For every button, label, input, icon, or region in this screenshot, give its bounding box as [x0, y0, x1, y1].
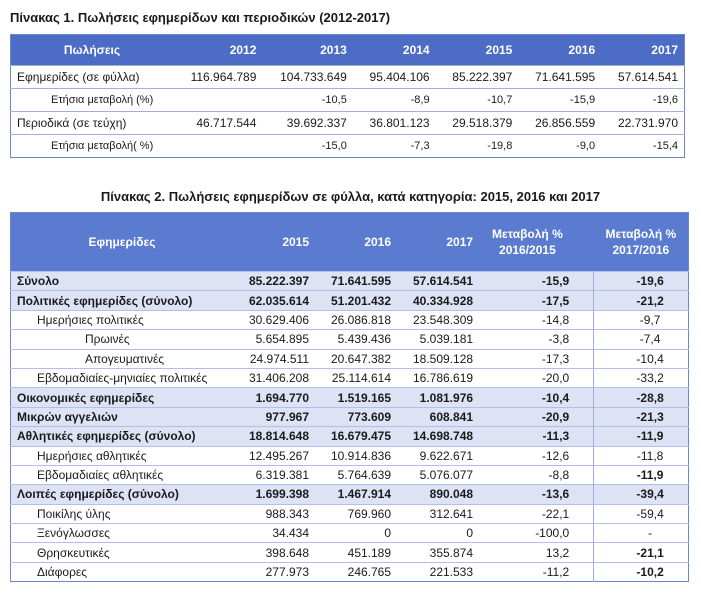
table-cell: 39.692.337	[262, 112, 352, 135]
table-cell: 16.679.475	[315, 427, 397, 446]
header-line: Μεταβολή %	[605, 227, 677, 241]
table-cell: -17,5	[479, 291, 594, 310]
row-label: Λοιπές εφημερίδες (σύνολο)	[11, 485, 234, 504]
column-header: 2014	[353, 35, 436, 66]
table-cell: -14,8	[479, 310, 594, 329]
table-cell: -10,2	[594, 562, 689, 581]
table-cell: -3,8	[479, 330, 594, 349]
table-cell: 13,2	[479, 543, 594, 562]
table-cell: 1.694.770	[233, 388, 315, 407]
table-cell: 9.622.671	[397, 446, 479, 465]
newspaper-sales-by-category-table	[10, 212, 689, 582]
table-cell: 5.654.895	[233, 330, 315, 349]
table-body	[11, 272, 689, 582]
table-cell: 773.609	[315, 407, 397, 426]
table-cell: 71.641.595	[518, 66, 601, 89]
table-cell: -19,8	[436, 135, 519, 158]
column-header	[479, 213, 594, 272]
table-cell: 6.319.381	[233, 465, 315, 484]
table-cell: 22.731.970	[601, 112, 684, 135]
table-cell: 1.699.398	[233, 485, 315, 504]
table-cell: -100,0	[479, 524, 594, 543]
table-cell: 18.814.648	[233, 427, 315, 446]
table-cell: 769.960	[315, 504, 397, 523]
table-row	[11, 330, 689, 349]
table-cell: -7,3	[353, 135, 436, 158]
table-cell: 312.641	[397, 504, 479, 523]
table-cell: -19,6	[601, 89, 684, 112]
row-label: Εφημερίδες (σε φύλλα)	[11, 66, 174, 89]
table-cell: 18.509.128	[397, 349, 479, 368]
column-header: 2016	[518, 35, 601, 66]
table-cell: -10,7	[436, 89, 519, 112]
column-header: 2017	[601, 35, 684, 66]
table-row	[11, 66, 685, 89]
row-label: Πρωινές	[11, 330, 234, 349]
table-row	[11, 446, 689, 465]
row-label: Ημερήσιες αθλητικές	[11, 446, 234, 465]
table-cell: 30.629.406	[233, 310, 315, 329]
table-row	[11, 368, 689, 387]
table-cell: 977.967	[233, 407, 315, 426]
table-cell: -9,0	[518, 135, 601, 158]
table-cell: 71.641.595	[315, 272, 397, 291]
table-cell: -20,0	[479, 368, 594, 387]
table-cell: 40.334.928	[397, 291, 479, 310]
table-row	[11, 485, 689, 504]
table-cell	[173, 135, 262, 158]
table-cell	[173, 89, 262, 112]
header-line: 2016/2015	[499, 243, 556, 257]
table-cell: 46.717.544	[173, 112, 262, 135]
table-cell: -8,9	[353, 89, 436, 112]
table-cell: 14.698.748	[397, 427, 479, 446]
column-header: Πωλήσεις	[11, 35, 174, 66]
table-cell: 36.801.123	[353, 112, 436, 135]
table-row	[11, 89, 685, 112]
table-cell: 23.548.309	[397, 310, 479, 329]
header-line: 2017/2016	[612, 243, 670, 257]
table-cell: -13,6	[479, 485, 594, 504]
table-cell: -12,6	[479, 446, 594, 465]
table-cell: -28,8	[594, 388, 689, 407]
row-label: Θρησκευτικές	[11, 543, 234, 562]
table-cell: -11,3	[479, 427, 594, 446]
header-line: Μεταβολή %	[492, 227, 563, 241]
table-row	[11, 310, 689, 329]
table-row	[11, 112, 685, 135]
table-cell: -22,1	[479, 504, 594, 523]
table-cell: 0	[397, 524, 479, 543]
row-label: Διάφορες	[11, 562, 234, 581]
row-label: Εβδομαδιαίες-μηνιαίες πολιτικές	[11, 368, 234, 387]
table-cell: -10,4	[594, 349, 689, 368]
table-cell: 85.222.397	[233, 272, 315, 291]
table-cell: -15,9	[518, 89, 601, 112]
column-header: 2016	[315, 213, 397, 272]
column-header: 2015	[436, 35, 519, 66]
table-cell: 25.114.614	[315, 368, 397, 387]
row-label: Απογευματινές	[11, 349, 234, 368]
table-cell: 26.086.818	[315, 310, 397, 329]
table-cell: 34.434	[233, 524, 315, 543]
table-row	[11, 562, 689, 581]
row-label: Ξενόγλωσσες	[11, 524, 234, 543]
table-cell: 0	[315, 524, 397, 543]
row-label: Μικρών αγγελιών	[11, 407, 234, 426]
table-cell: 24.974.511	[233, 349, 315, 368]
table-cell: 988.343	[233, 504, 315, 523]
table-cell: 890.048	[397, 485, 479, 504]
table2-title: Πίνακας 2. Πωλήσεις εφημερίδων σε φύλλα, κατά κατηγορία: 2015, 2016 και 2017	[100, 189, 601, 204]
row-label: Ποικίλης ύλης	[11, 504, 234, 523]
column-header	[594, 213, 689, 272]
column-header: 2017	[397, 213, 479, 272]
table-cell: -11,2	[479, 562, 594, 581]
row-label: Σύνολο	[11, 272, 234, 291]
table-cell: 1.081.976	[397, 388, 479, 407]
table-cell: 31.406.208	[233, 368, 315, 387]
table-cell: -15,0	[262, 135, 352, 158]
table-cell: 1.467.914	[315, 485, 397, 504]
row-label: Ετήσια μεταβολή( %)	[11, 135, 174, 158]
table-cell: -7,4	[594, 330, 689, 349]
table-cell: -11,9	[594, 465, 689, 484]
table-cell: -10,5	[262, 89, 352, 112]
table-cell: -39,4	[594, 485, 689, 504]
table-cell: 104.733.649	[262, 66, 352, 89]
table-row	[11, 504, 689, 523]
table-cell: 451.189	[315, 543, 397, 562]
table-cell: -	[594, 524, 689, 543]
column-header: Εφημερίδες	[11, 213, 234, 272]
row-label: Οικονομικές εφημερίδες	[11, 388, 234, 407]
sales-table-2012-2017	[10, 34, 685, 158]
row-label: Αθλητικές εφημερίδες (σύνολο)	[11, 427, 234, 446]
table-cell: 5.039.181	[397, 330, 479, 349]
table-cell: 51.201.432	[315, 291, 397, 310]
column-header: 2013	[262, 35, 352, 66]
table-row	[11, 524, 689, 543]
table-cell: 221.533	[397, 562, 479, 581]
table-header-row	[11, 213, 689, 272]
table-cell: -21,2	[594, 291, 689, 310]
row-label: Ετήσια μεταβολή (%)	[11, 89, 174, 112]
table-row	[11, 291, 689, 310]
table-cell: -8,8	[479, 465, 594, 484]
table-cell: -15,4	[601, 135, 684, 158]
table-row	[11, 349, 689, 368]
table-cell: 5.439.436	[315, 330, 397, 349]
table-cell: 29.518.379	[436, 112, 519, 135]
column-header: 2012	[173, 35, 262, 66]
table-cell: 355.874	[397, 543, 479, 562]
table-cell: -9,7	[594, 310, 689, 329]
table-cell: 5.764.639	[315, 465, 397, 484]
table-cell: -11,8	[594, 446, 689, 465]
table-cell: 85.222.397	[436, 66, 519, 89]
row-label: Ημερήσιες πολιτικές	[11, 310, 234, 329]
table-cell: 26.856.559	[518, 112, 601, 135]
table-cell: 57.614.541	[397, 272, 479, 291]
table-header-row	[11, 35, 685, 66]
table-cell: 62.035.614	[233, 291, 315, 310]
table-cell: -21,1	[594, 543, 689, 562]
table-cell: 16.786.619	[397, 368, 479, 387]
table-cell: 57.614.541	[601, 66, 684, 89]
table-cell: 398.648	[233, 543, 315, 562]
table-cell: -11,9	[594, 427, 689, 446]
table1-title: Πίνακας 1. Πωλήσεις εφημερίδων και περιοδικών (2012-2017)	[10, 10, 391, 25]
table-row	[11, 543, 689, 562]
table-cell: -10,4	[479, 388, 594, 407]
table-cell: -20,9	[479, 407, 594, 426]
table-cell: 10.914.836	[315, 446, 397, 465]
table-cell: -15,9	[479, 272, 594, 291]
column-header: 2015	[233, 213, 315, 272]
table-row	[11, 135, 685, 158]
table-cell: 12.495.267	[233, 446, 315, 465]
table-cell: 277.973	[233, 562, 315, 581]
table-cell: 95.404.106	[353, 66, 436, 89]
table-row	[11, 388, 689, 407]
table-cell: 1.519.165	[315, 388, 397, 407]
table-cell: -19,6	[594, 272, 689, 291]
table-cell: 116.964.789	[173, 66, 262, 89]
row-label: Πολιτικές εφημερίδες (σύνολο)	[11, 291, 234, 310]
table-cell: 5.076.077	[397, 465, 479, 484]
table-row	[11, 272, 689, 291]
table-cell: -21,3	[594, 407, 689, 426]
table-cell: 246.765	[315, 562, 397, 581]
table-cell: -17,3	[479, 349, 594, 368]
table-row	[11, 407, 689, 426]
table-cell: -59,4	[594, 504, 689, 523]
table-row	[11, 465, 689, 484]
table-row	[11, 427, 689, 446]
table-cell: 608.841	[397, 407, 479, 426]
row-label: Περιοδικά (σε τεύχη)	[11, 112, 174, 135]
table-cell: 20.647.382	[315, 349, 397, 368]
table-cell: -33,2	[594, 368, 689, 387]
row-label: Εβδομαδιαίες αθλητικές	[11, 465, 234, 484]
